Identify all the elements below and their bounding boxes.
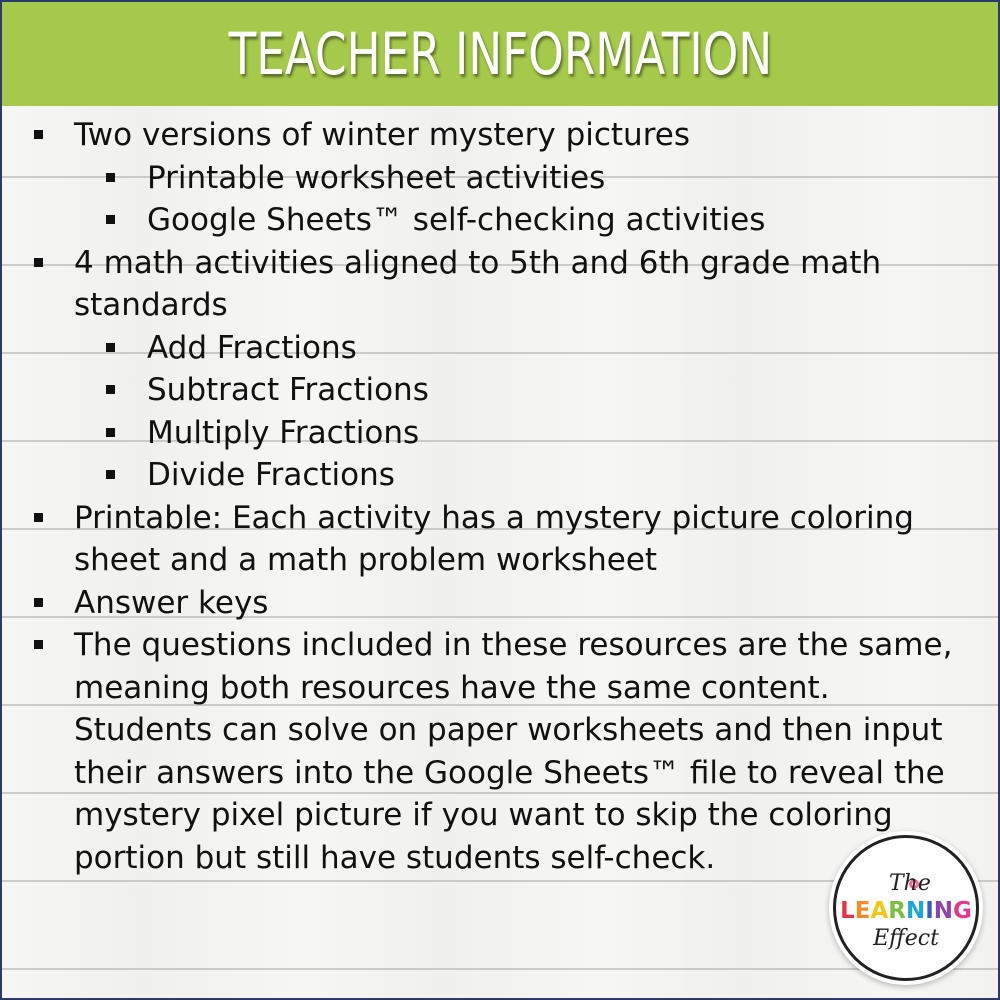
- bullet-square-icon: [106, 385, 115, 394]
- list-item: [2, 114, 998, 157]
- header-banner: [2, 2, 998, 106]
- bullet-list: [2, 114, 998, 879]
- sub-list-item: [2, 157, 998, 200]
- brand-logo: [833, 835, 979, 981]
- list-item: [2, 242, 998, 327]
- logo-line-learning: LEARNING: [840, 898, 972, 924]
- list-item: [2, 497, 998, 582]
- sub-list-item-text: Google Sheets™ self-checking activities: [147, 202, 766, 238]
- bullet-square-icon: [106, 173, 115, 182]
- bullet-square-icon: [106, 470, 115, 479]
- bullet-square-icon: [34, 130, 43, 139]
- list-item-text: The questions included in these resources are the same, meaning both resources have the same content. Students can solve on paper worksheets and then input their answers into the Google Sheets™ file to reveal the mystery pixel picture if you want to skip the coloring portion but still have students self-check.: [74, 627, 953, 876]
- bullet-square-icon: [106, 343, 115, 352]
- bullet-square-icon: [106, 428, 115, 437]
- sub-list-item: [2, 369, 998, 412]
- sub-list-item: [2, 412, 998, 455]
- list-item-text: Two versions of winter mystery pictures: [74, 117, 690, 153]
- sub-list-item-text: Multiply Fractions: [147, 414, 420, 451]
- sub-list-item: [2, 327, 998, 370]
- sub-list-item-text: Subtract Fractions: [147, 372, 429, 408]
- bullet-square-icon: [34, 258, 43, 267]
- bullet-square-icon: [34, 513, 43, 522]
- sub-list-item: [2, 454, 998, 497]
- sub-list-item-text: Divide Fractions: [147, 457, 395, 493]
- sub-list-item-text: Printable worksheet activities: [147, 159, 606, 196]
- list-item-text: Printable: Each activity has a mystery picture coloring sheet and a math problem worksheet: [74, 499, 914, 578]
- logo-line-the: The: [889, 871, 931, 896]
- list-item: [2, 582, 998, 625]
- bullet-square-icon: [34, 598, 43, 607]
- bullet-square-icon: [106, 215, 115, 224]
- page-title: TEACHER INFORMATION: [228, 20, 772, 88]
- list-item-text: 4 math activities aligned to 5th and 6th grade math standards: [74, 244, 882, 323]
- sub-list-item-text: Add Fractions: [147, 329, 357, 366]
- sub-list-item: [2, 199, 998, 242]
- list-item-text: Answer keys: [74, 584, 269, 621]
- bullet-square-icon: [34, 640, 43, 649]
- logo-line-effect: Effect: [873, 926, 939, 951]
